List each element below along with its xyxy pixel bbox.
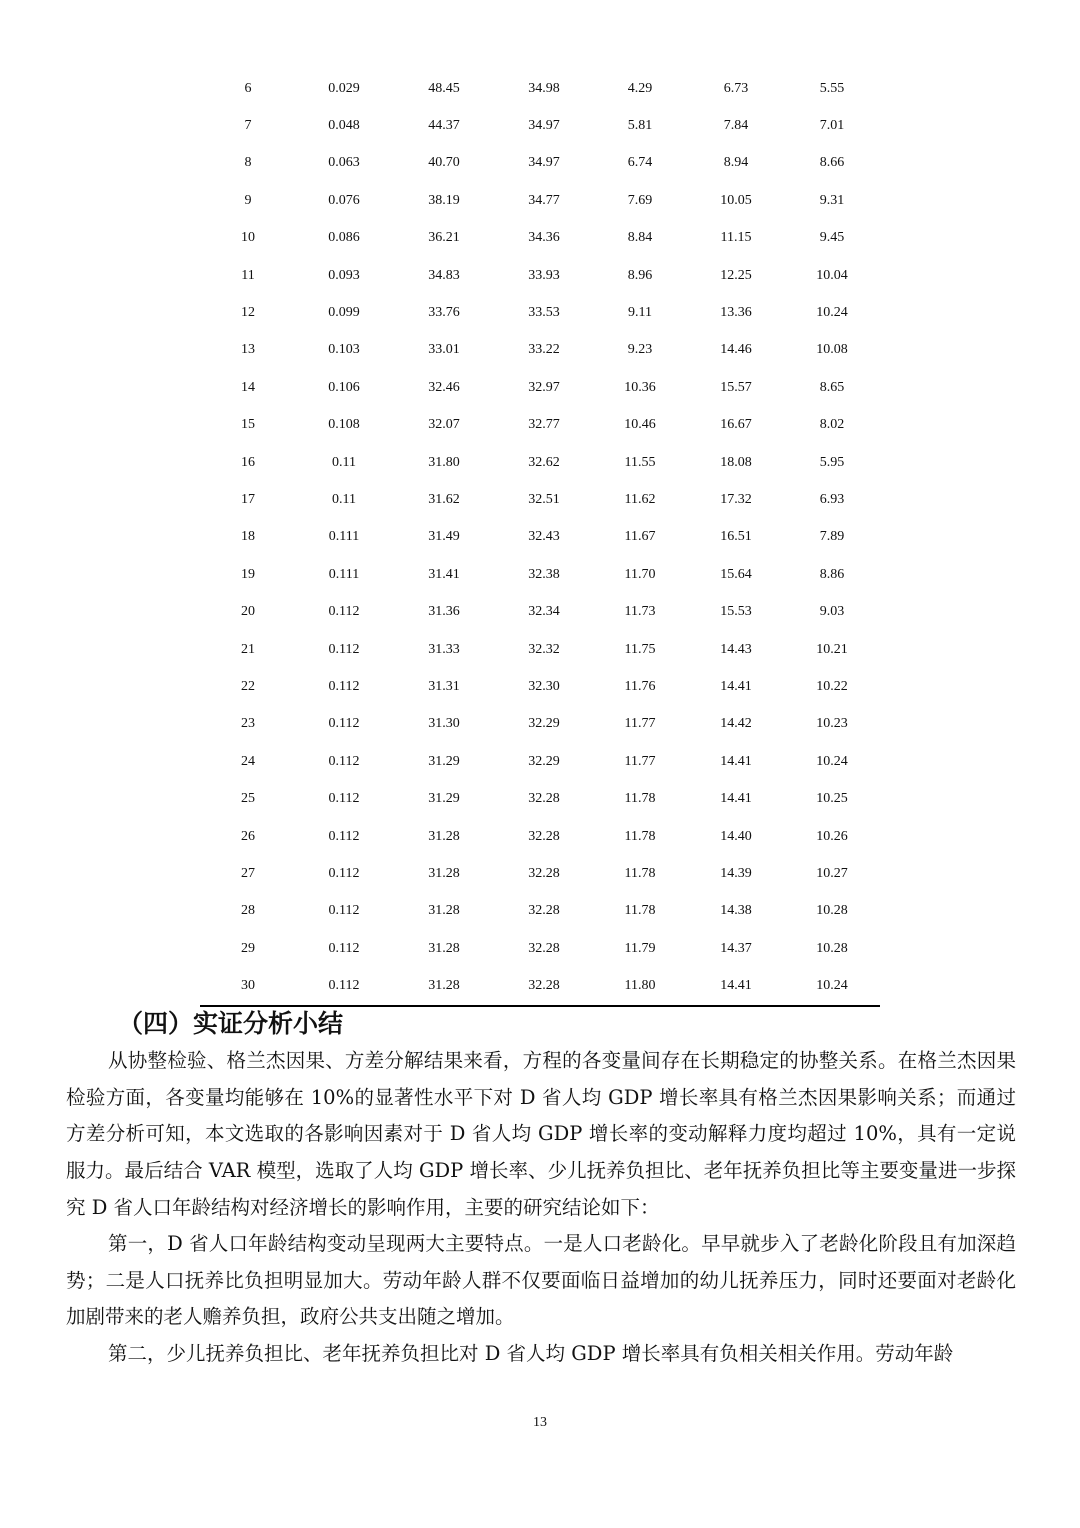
- table-cell: 8: [244, 155, 252, 171]
- table-cell: 0.11: [332, 454, 356, 470]
- table-cell: 0.112: [328, 753, 360, 769]
- table-cell: 7.89: [819, 529, 845, 545]
- table-cell: 11.78: [624, 903, 656, 919]
- table-cell: 10.27: [816, 865, 848, 881]
- table-cell: 26: [241, 828, 255, 844]
- table-cell: 28: [241, 903, 255, 919]
- table-row: [200, 706, 880, 743]
- page-number: 13: [533, 1415, 547, 1430]
- table-cell: 4.29: [627, 80, 653, 96]
- table-cell: 34.36: [528, 230, 560, 246]
- table-row: [200, 294, 880, 331]
- table-cell: 40.70: [428, 155, 460, 171]
- table-row: [200, 780, 880, 817]
- table-cell: 32.28: [528, 903, 560, 919]
- table-cell: 14.46: [720, 342, 752, 358]
- table-cell: 11.78: [624, 865, 656, 881]
- table-cell: 15: [241, 417, 255, 433]
- table-cell: 11.76: [624, 678, 656, 694]
- table-cell: 14.41: [720, 753, 752, 769]
- table-cell: 31.29: [428, 753, 460, 769]
- table-cell: 31.31: [428, 678, 460, 694]
- table-cell: 34.97: [528, 118, 560, 134]
- table-cell: 11.70: [624, 566, 656, 582]
- table-cell: 29: [241, 940, 255, 956]
- table-cell: 38.19: [428, 192, 460, 208]
- table-cell: 33.76: [428, 305, 460, 321]
- table-cell: 11.78: [624, 791, 656, 807]
- table-cell: 10: [241, 230, 255, 246]
- table-cell: 30: [241, 978, 255, 994]
- table-cell: 0.11: [332, 491, 356, 507]
- table-cell: 11.75: [624, 641, 656, 657]
- table-cell: 0.112: [328, 678, 360, 694]
- table-cell: 32.62: [528, 454, 560, 470]
- table-cell: 32.29: [528, 753, 560, 769]
- table-cell: 5.55: [819, 80, 845, 96]
- table-row: [200, 967, 880, 1004]
- table-cell: 8.02: [819, 417, 845, 433]
- table-cell: 14.41: [720, 978, 752, 994]
- table-row: [200, 407, 880, 444]
- table-cell: 24: [241, 753, 255, 769]
- table-cell: 6.74: [627, 155, 653, 171]
- table-cell: 11.79: [624, 940, 656, 956]
- table-cell: 0.112: [328, 716, 360, 732]
- table-cell: 14.41: [720, 791, 752, 807]
- table-cell: 0.112: [328, 865, 360, 881]
- table-cell: 32.28: [528, 978, 560, 994]
- table-cell: 11.78: [624, 828, 656, 844]
- table-cell: 0.112: [328, 828, 360, 844]
- table-cell: 8.66: [819, 155, 845, 171]
- table-cell: 36.21: [428, 230, 460, 246]
- table-cell: 10.22: [816, 678, 848, 694]
- table-cell: 6.73: [723, 80, 749, 96]
- table-cell: 31.62: [428, 491, 460, 507]
- table-cell: 0.103: [328, 342, 360, 358]
- table-cell: 34.98: [528, 80, 560, 96]
- table-cell: 11.77: [624, 753, 656, 769]
- table-cell: 5.95: [819, 454, 845, 470]
- table-cell: 7.84: [723, 118, 749, 134]
- table-row: [200, 743, 880, 780]
- table-cell: 32.38: [528, 566, 560, 582]
- table-cell: 8.86: [819, 566, 845, 582]
- table-cell: 9.23: [627, 342, 653, 358]
- table-cell: 16.51: [720, 529, 752, 545]
- table-cell: 31.28: [428, 865, 460, 881]
- table-cell: 17: [241, 491, 255, 507]
- table-cell: 9.03: [819, 604, 845, 620]
- table-cell: 32.29: [528, 716, 560, 732]
- paragraph-conclusion-1: 第一，D 省人口年龄结构变动呈现两大主要特点。一是人口老龄化。早早就步入了老龄化阶段且有加深趋势；二是人口抚养比负担明显加大。劳动年龄人群不仅要面临日益增加的幼儿抚养压力，同时还要面对老龄化加剧带来的老人赡养负担，政府公共支出随之增加。: [66, 1232, 1016, 1329]
- table-cell: 14.42: [720, 716, 752, 732]
- table-cell: 8.84: [627, 230, 653, 246]
- table-cell: 32.43: [528, 529, 560, 545]
- table-cell: 10.08: [816, 342, 848, 358]
- table-cell: 11.62: [624, 491, 656, 507]
- table-cell: 32.77: [528, 417, 560, 433]
- table-cell: 34.83: [428, 267, 460, 283]
- table-cell: 32.30: [528, 678, 560, 694]
- table-row: [200, 481, 880, 518]
- table-cell: 16: [241, 454, 255, 470]
- table-cell: 5.81: [627, 118, 653, 134]
- table-cell: 33.53: [528, 305, 560, 321]
- table-cell: 32.07: [428, 417, 460, 433]
- table-row: [200, 668, 880, 705]
- table-row: [200, 556, 880, 593]
- table-cell: 10.46: [624, 417, 656, 433]
- table-cell: 14.39: [720, 865, 752, 881]
- table-cell: 10.28: [816, 903, 848, 919]
- table-cell: 11.15: [720, 230, 752, 246]
- table-cell: 31.30: [428, 716, 460, 732]
- table-cell: 12.25: [720, 267, 752, 283]
- table-cell: 11: [241, 267, 255, 283]
- table-cell: 18.08: [720, 454, 752, 470]
- table-cell: 32.28: [528, 940, 560, 956]
- table-cell: 0.112: [328, 604, 360, 620]
- table-cell: 31.49: [428, 529, 460, 545]
- table-cell: 15.53: [720, 604, 752, 620]
- table-cell: 9.45: [819, 230, 845, 246]
- table-cell: 16.67: [720, 417, 752, 433]
- table-cell: 9: [244, 192, 252, 208]
- table-cell: 20: [241, 604, 255, 620]
- table-row: [200, 444, 880, 481]
- table-cell: 15.64: [720, 566, 752, 582]
- table-cell: 0.111: [328, 529, 360, 545]
- table-cell: 10.24: [816, 305, 848, 321]
- table-cell: 31.28: [428, 978, 460, 994]
- table-cell: 0.093: [328, 267, 360, 283]
- table-cell: 0.106: [328, 379, 360, 395]
- table-cell: 17.32: [720, 491, 752, 507]
- table-cell: 32.28: [528, 865, 560, 881]
- table-cell: 0.099: [328, 305, 360, 321]
- table-row: [200, 930, 880, 967]
- table-row: [200, 220, 880, 257]
- table-row: [200, 893, 880, 930]
- table-cell: 32.46: [428, 379, 460, 395]
- table-cell: 25: [241, 791, 255, 807]
- table-cell: 14.38: [720, 903, 752, 919]
- table-cell: 33.22: [528, 342, 560, 358]
- table-cell: 31.28: [428, 828, 460, 844]
- table-cell: 8.94: [723, 155, 749, 171]
- table-cell: 0.112: [328, 641, 360, 657]
- table-cell: 11.73: [624, 604, 656, 620]
- table-cell: 7: [244, 118, 252, 134]
- table-cell: 34.77: [528, 192, 560, 208]
- table-row: [200, 369, 880, 406]
- table-cell: 44.37: [428, 118, 460, 134]
- table-cell: 13: [241, 342, 255, 358]
- table-cell: 18: [241, 529, 255, 545]
- table-cell: 10.04: [816, 267, 848, 283]
- table-cell: 31.36: [428, 604, 460, 620]
- table-cell: 31.28: [428, 903, 460, 919]
- table-cell: 10.24: [816, 753, 848, 769]
- table-cell: 0.086: [328, 230, 360, 246]
- table-row: [200, 519, 880, 556]
- table-row: [200, 631, 880, 668]
- table-cell: 0.048: [328, 118, 360, 134]
- table-row: [200, 593, 880, 630]
- table-cell: 15.57: [720, 379, 752, 395]
- table-cell: 8.65: [819, 379, 845, 395]
- table-cell: 32.32: [528, 641, 560, 657]
- table-cell: 27: [241, 865, 255, 881]
- table-cell: 11.80: [624, 978, 656, 994]
- table-row: [200, 145, 880, 182]
- table-cell: 10.36: [624, 379, 656, 395]
- table-cell: 0.076: [328, 192, 360, 208]
- table-cell: 14.37: [720, 940, 752, 956]
- table-cell: 31.41: [428, 566, 460, 582]
- table-cell: 14.43: [720, 641, 752, 657]
- table-row: [200, 855, 880, 892]
- table-cell: 13.36: [720, 305, 752, 321]
- table-cell: 9.11: [628, 305, 652, 321]
- table-cell: 11.67: [624, 529, 656, 545]
- table-cell: 0.029: [328, 80, 360, 96]
- table-cell: 6.93: [819, 491, 845, 507]
- table-cell: 23: [241, 716, 255, 732]
- table-cell: 32.97: [528, 379, 560, 395]
- table-cell: 6: [244, 80, 252, 96]
- table-cell: 21: [241, 641, 255, 657]
- table-row: [200, 182, 880, 219]
- section-heading: （四）实证分析小结: [118, 1009, 344, 1038]
- table-cell: 0.063: [328, 155, 360, 171]
- table-cell: 33.01: [428, 342, 460, 358]
- table-cell: 7.01: [819, 118, 845, 134]
- table-cell: 0.112: [328, 903, 360, 919]
- table-cell: 14.40: [720, 828, 752, 844]
- table-row: [200, 332, 880, 369]
- paragraph-conclusion-2: 第二，少儿抚养负担比、老年抚养负担比对 D 省人均 GDP 增长率具有负相关相关作用。劳动年龄: [108, 1342, 954, 1365]
- table-cell: 10.28: [816, 940, 848, 956]
- table-cell: 0.112: [328, 940, 360, 956]
- table-cell: 10.26: [816, 828, 848, 844]
- table-cell: 14: [241, 379, 255, 395]
- table-cell: 32.34: [528, 604, 560, 620]
- table-cell: 22: [241, 678, 255, 694]
- table-cell: 0.112: [328, 978, 360, 994]
- table-cell: 10.25: [816, 791, 848, 807]
- table-cell: 31.33: [428, 641, 460, 657]
- table-cell: 19: [241, 566, 255, 582]
- table-row: [200, 257, 880, 294]
- table-cell: 10.23: [816, 716, 848, 732]
- table-row: [200, 107, 880, 144]
- paragraph-summary: 从协整检验、格兰杰因果、方差分解结果来看，方程的各变量间存在长期稳定的协整关系。在格兰杰因果检验方面，各变量均能够在 10%的显著性水平下对 D 省人均 GDP 增长率具有格兰杰因果影响关系；而通过方差分析可知，本文选取的各影响因素对于 D 省人均 GDP 增长率的变动解释力度均超过 10%，具有一定说服力。最后结合 VAR 模型，选取了人均 GDP 增长率、少儿抚养负担比、老年抚养负担比等主要变量进一步探究 D 省人口年龄结构对经济增长的影响作用，主要的研究结论如下：: [66, 1049, 1016, 1219]
- table-cell: 31.80: [428, 454, 460, 470]
- table-cell: 7.69: [627, 192, 653, 208]
- table-cell: 31.28: [428, 940, 460, 956]
- table-cell: 11.77: [624, 716, 656, 732]
- table-cell: 32.28: [528, 791, 560, 807]
- table-cell: 12: [241, 305, 255, 321]
- table-cell: 10.05: [720, 192, 752, 208]
- table-cell: 10.21: [816, 641, 848, 657]
- table-cell: 0.112: [328, 791, 360, 807]
- table-cell: 34.97: [528, 155, 560, 171]
- table-cell: 11.55: [624, 454, 656, 470]
- table-cell: 32.51: [528, 491, 560, 507]
- table-cell: 9.31: [819, 192, 845, 208]
- table-cell: 48.45: [428, 80, 460, 96]
- table-cell: 31.29: [428, 791, 460, 807]
- table-row: [200, 70, 880, 107]
- variance-decomposition-table: [200, 70, 880, 1007]
- table-cell: 0.111: [328, 566, 360, 582]
- table-cell: 14.41: [720, 678, 752, 694]
- table-cell: 32.28: [528, 828, 560, 844]
- table-row: [200, 818, 880, 855]
- table-cell: 33.93: [528, 267, 560, 283]
- table-cell: 10.24: [816, 978, 848, 994]
- table-cell: 8.96: [627, 267, 653, 283]
- table-cell: 0.108: [328, 417, 360, 433]
